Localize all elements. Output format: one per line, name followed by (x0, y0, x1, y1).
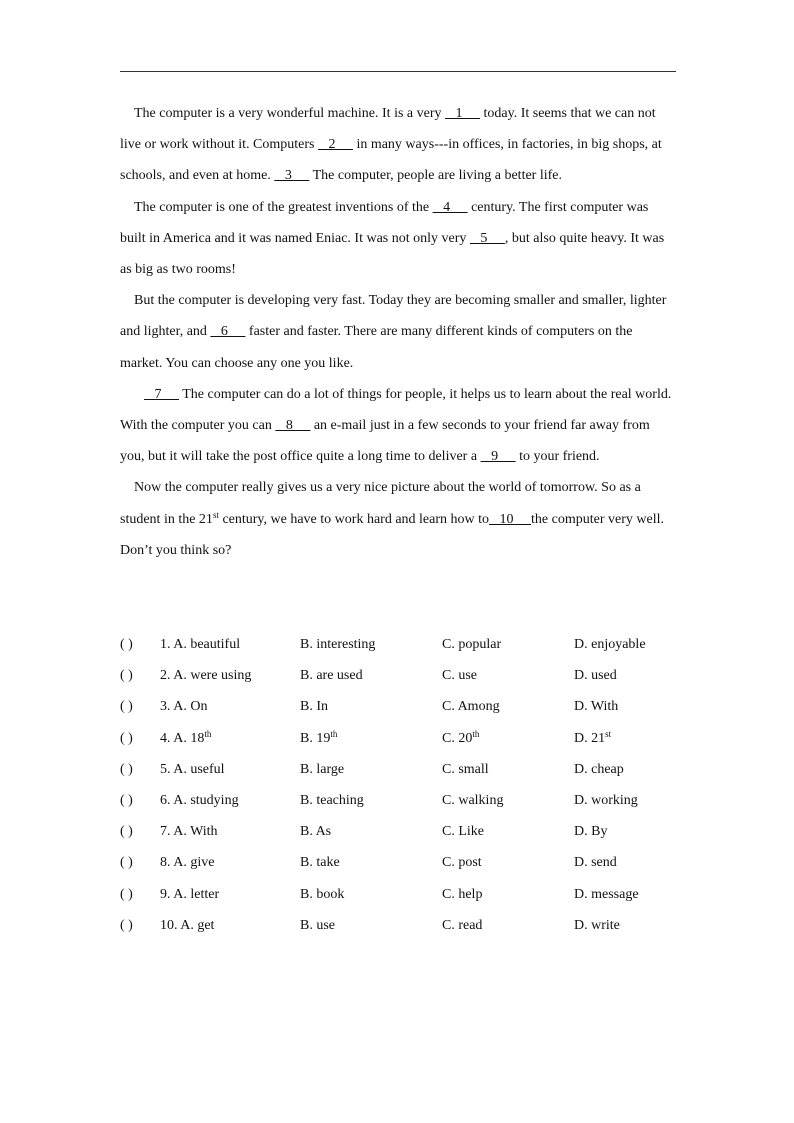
option-b: B. interesting (300, 637, 376, 652)
option-a-text: A. With (173, 824, 218, 840)
option-d: D. By (574, 824, 608, 840)
superscript: th (330, 728, 338, 739)
text: century. The first computer was built in America and it was named Eniac. It was not only very (120, 199, 649, 246)
blank-8: 8 (275, 418, 311, 434)
option-d: D. write (574, 917, 620, 933)
text: century, we have to work hard and learn how to (218, 511, 490, 527)
text: an e-mail just in a few seconds to your friend far away from you, but it will take the post office quite a long time to deliver a (120, 418, 650, 465)
option-a-text: A. letter (173, 886, 220, 902)
option-d: D. working (574, 792, 638, 808)
option-a (160, 629, 240, 660)
option-b: B. use (300, 917, 335, 933)
answer-bracket[interactable]: ( ) (120, 699, 133, 715)
question-number: 10. (160, 917, 178, 933)
paragraph-4 (120, 379, 676, 473)
question-9 (120, 879, 680, 910)
answer-bracket[interactable]: ( ) (120, 855, 133, 871)
option-b: B. As (300, 824, 332, 840)
paragraph-2 (120, 192, 676, 286)
text: , but also quite heavy. It was as big as two rooms! (120, 230, 665, 278)
option-d: D. message (574, 886, 639, 902)
question-list (120, 629, 680, 941)
option-a (160, 691, 207, 722)
question-number: 1. (160, 637, 171, 652)
option-a-text: A. beautiful (173, 637, 241, 652)
superscript: th (472, 728, 480, 739)
option-b: B. teaching (300, 792, 364, 808)
blank-1: 1 (445, 106, 481, 121)
paragraph-5 (120, 472, 676, 566)
option-c: C. read (442, 917, 483, 933)
question-10 (120, 910, 680, 941)
question-number: 3. (160, 699, 171, 715)
option-a (160, 847, 214, 878)
answer-bracket[interactable]: ( ) (120, 668, 133, 684)
text: in many ways---in offices, in factories, in big shops, at schools, and even at home. (120, 137, 662, 184)
text: The computer is a very wonderful machine. It is a very (134, 106, 446, 121)
answer-bracket[interactable]: ( ) (120, 730, 133, 746)
option-c: C. use (442, 668, 477, 684)
option-a-text: A. were using (173, 668, 252, 684)
question-number: 6. (160, 792, 171, 808)
option-b: B. are used (300, 668, 363, 684)
text: The computer can do a lot of things for people, it helps us to learn about the real world. With the computer you can (120, 386, 672, 434)
option-b: B. large (300, 761, 345, 777)
text: The computer, people are living a better life. (309, 168, 562, 184)
question-number: 7. (160, 824, 171, 840)
paragraph-1 (120, 98, 676, 192)
question-number: 9. (160, 886, 171, 902)
question-8 (120, 847, 680, 878)
option-c: C. Among (442, 699, 500, 715)
question-2 (120, 660, 680, 691)
option-a-text: A. useful (173, 761, 225, 777)
option-a (160, 754, 225, 785)
text: faster and faster. There are many different kinds of computers on the market. You can choose any one you like. (120, 324, 633, 371)
option-a-text: A. 18 (173, 730, 205, 746)
header-rule (120, 71, 676, 72)
option-a (160, 785, 239, 816)
text: to your friend. (515, 449, 600, 465)
option-a (160, 816, 218, 847)
option-b: B. book (300, 886, 345, 902)
blank-5: 5 (469, 230, 505, 246)
option-c-text: C. 20 (442, 730, 473, 746)
option-d-text: D. 21 (574, 730, 606, 746)
option-d: D. With (574, 699, 619, 715)
question-1 (120, 629, 680, 660)
option-a (160, 660, 251, 691)
option-d (574, 723, 611, 754)
option-d: D. used (574, 668, 617, 684)
superscript: th (204, 728, 212, 739)
option-a-text: A. On (173, 699, 208, 715)
question-5 (120, 754, 680, 785)
option-a (160, 910, 214, 941)
option-c: C. help (442, 886, 483, 902)
blank-6: 6 (210, 324, 246, 340)
question-4 (120, 723, 680, 754)
option-b (300, 723, 337, 754)
answer-bracket[interactable]: ( ) (120, 824, 133, 840)
option-a (160, 879, 219, 910)
option-a (160, 723, 211, 754)
option-a-text: A. get (180, 917, 215, 933)
blank-10: 10 (489, 511, 532, 527)
question-number: 4. (160, 730, 171, 746)
blank-9: 9 (480, 449, 516, 465)
option-d: D. enjoyable (574, 637, 646, 652)
question-number: 8. (160, 855, 171, 871)
answer-bracket[interactable]: ( ) (120, 886, 133, 902)
answer-bracket[interactable]: ( ) (120, 792, 133, 808)
question-number: 5. (160, 761, 171, 777)
question-6 (120, 785, 680, 816)
superscript: st (605, 728, 612, 739)
blank-2: 2 (317, 137, 353, 153)
option-b: B. take (300, 855, 340, 871)
option-d: D. cheap (574, 761, 624, 777)
answer-bracket[interactable]: ( ) (120, 761, 133, 777)
superscript: st (212, 509, 219, 520)
blank-3: 3 (274, 168, 310, 184)
answer-bracket[interactable]: ( ) (120, 637, 133, 652)
question-3 (120, 691, 680, 722)
option-c: C. Like (442, 824, 484, 840)
text: today. It seems that we can not live or work without it. Computers (120, 106, 656, 153)
text: But the computer is developing very fast. Today they are becoming smaller and smaller, lighter and lighter, and (120, 293, 667, 340)
text: The computer is one of the greatest inventions of the (134, 199, 433, 215)
option-c: C. popular (442, 637, 502, 652)
option-c (442, 723, 479, 754)
option-c: C. small (442, 761, 489, 777)
text: the computer very well. Don’t you think so? (120, 511, 664, 558)
cloze-passage (120, 98, 676, 566)
question-number: 2. (160, 668, 171, 684)
blank-4: 4 (432, 199, 468, 215)
answer-bracket[interactable]: ( ) (120, 917, 133, 933)
option-b-text: B. 19 (300, 730, 331, 746)
option-a-text: A. give (173, 855, 215, 871)
blank-7: 7 (144, 386, 179, 402)
question-7 (120, 816, 680, 847)
option-a-text: A. studying (173, 792, 239, 808)
option-c: C. walking (442, 792, 504, 808)
option-d: D. send (574, 855, 617, 871)
option-c: C. post (442, 855, 482, 871)
text: Now the computer really gives us a very nice picture about the world of tomorrow. So as a student in the 21 (120, 480, 641, 527)
option-b: B. In (300, 699, 328, 715)
paragraph-3 (120, 285, 676, 379)
